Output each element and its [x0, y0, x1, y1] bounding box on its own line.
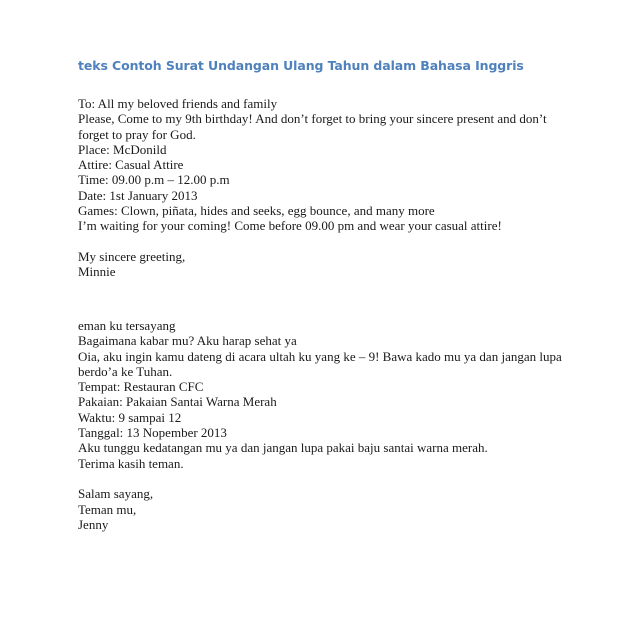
letter-line: Waktu: 9 sampai 12: [78, 409, 182, 425]
letter-line: Time: 09.00 p.m – 12.00 p.m: [78, 172, 230, 188]
letter-signature: Minnie: [78, 264, 116, 280]
letter-line: Date: 1st January 2013: [78, 187, 198, 203]
indonesian-letter: [78, 318, 578, 532]
paragraph-gap: [78, 471, 578, 486]
letter-closing: Salam sayang,: [78, 486, 154, 502]
letter-line: Games: Clown, piñata, hides and seeks, egg bounce, and many more: [78, 203, 435, 219]
letter-line: To: All my beloved friends and family: [78, 96, 278, 111]
letter-line: Aku tunggu kedatangan mu ya dan jangan lupa pakai baju santai warna merah.: [78, 440, 488, 456]
letter-line: eman ku tersayang: [78, 318, 176, 333]
page-title: teks Contoh Surat Undangan Ulang Tahun dalam Bahasa Inggris: [78, 58, 524, 73]
letter-line: berdo’a ke Tuhan.: [78, 363, 173, 379]
letter-line: Bagaimana kabar mu? Aku harap sehat ya: [78, 333, 297, 349]
letter-line: Tanggal: 13 Nopember 2013: [78, 425, 227, 441]
paragraph-gap: [78, 234, 578, 249]
letter-line: Please, Come to my 9th birthday! And don’t forget to bring your sincere present and don’t: [78, 111, 547, 127]
letter-closing: My sincere greeting,: [78, 248, 186, 264]
letter-line: Pakaian: Pakaian Santai Warna Merah: [78, 394, 277, 410]
letter-line: Terima kasih teman.: [78, 455, 184, 471]
letter-line: I’m waiting for your coming! Come before 09.00 pm and wear your casual attire!: [78, 218, 502, 234]
letter-signature: Jenny: [78, 516, 109, 532]
letter-line: Place: McDonild: [78, 141, 167, 157]
letter-line: Tempat: Restauran CFC: [78, 379, 204, 395]
letter-line: forget to pray for God.: [78, 126, 196, 142]
letter-line: Oia, aku ingin kamu dateng di acara ultah ku yang ke – 9! Bawa kado mu ya dan jangan lupa: [78, 348, 562, 364]
letter-line: Attire: Casual Attire: [78, 157, 184, 173]
letter-closing-2: Teman mu,: [78, 501, 137, 517]
english-letter: [78, 96, 578, 280]
